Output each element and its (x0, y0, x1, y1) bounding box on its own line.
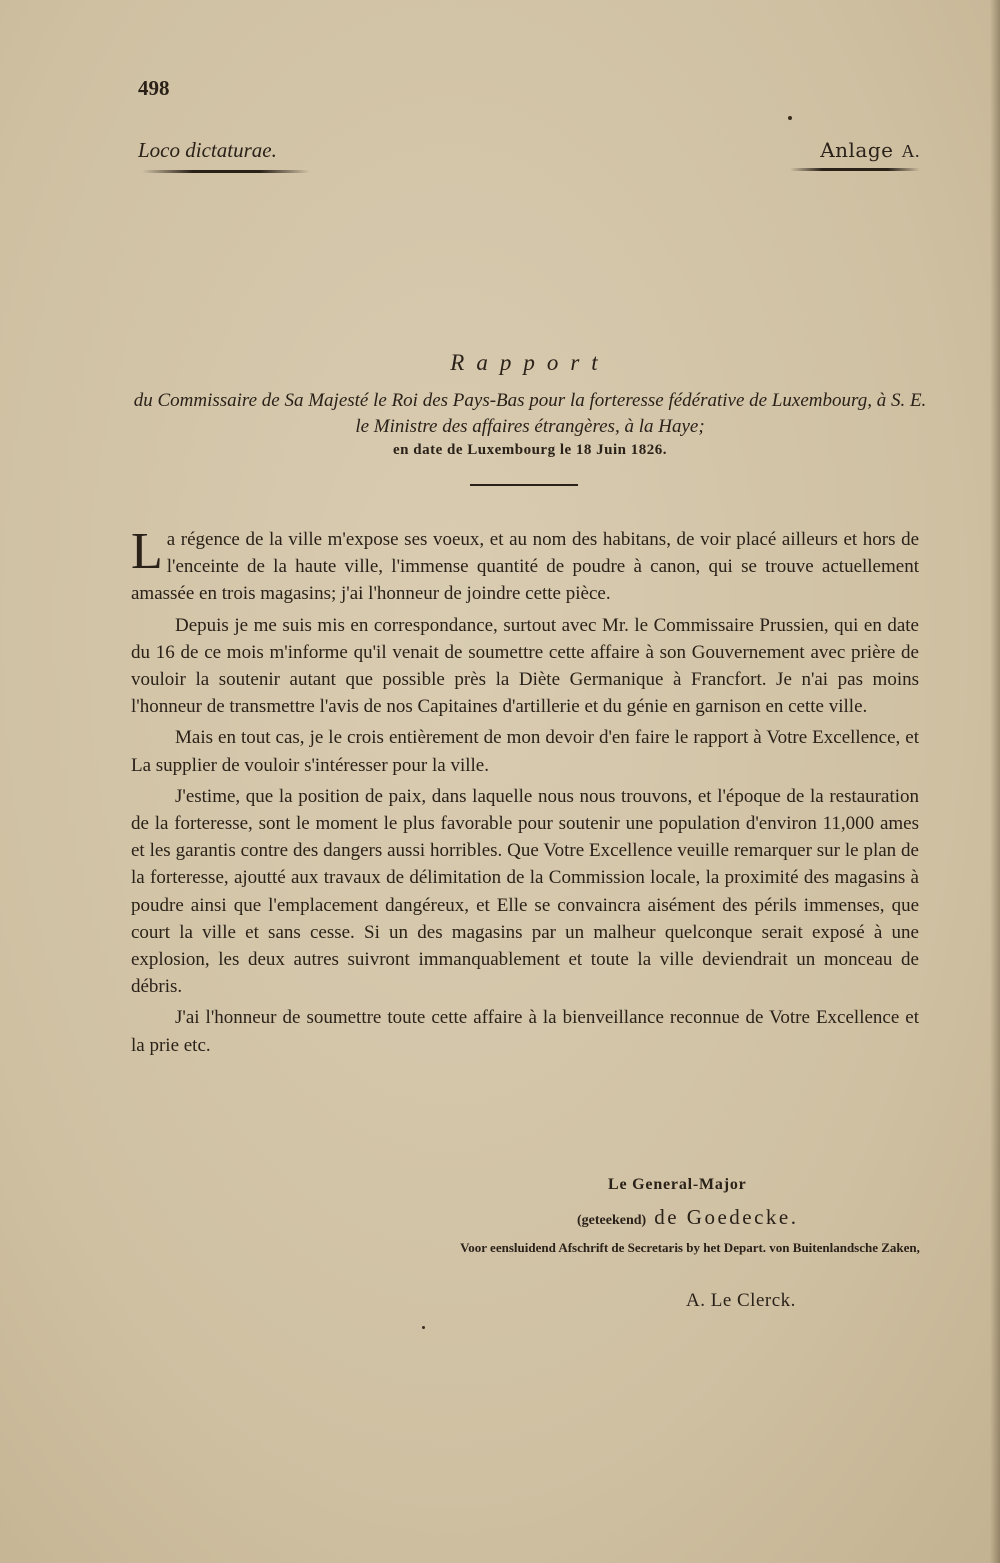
left-heading-rule (142, 170, 310, 173)
report-body (131, 523, 919, 1063)
right-heading-rule (790, 168, 920, 171)
attestation-note: Voor eensluidend Afschrift de Secretaris by het Depart. von Buitenlandsche Zaken, (460, 1240, 920, 1255)
signatory-rank: Le General-Major (608, 1176, 747, 1193)
signed-label: (geteekend) (577, 1213, 647, 1228)
clerk-name: A. Le Clerck. (686, 1290, 796, 1311)
ink-speck (422, 1326, 425, 1329)
paragraph-1-text: a régence de la ville m'expose ses voeux, et au nom des habitans, de voir placé ailleurs et hors de l'enceinte de la haute ville, l'immense quantité de poudre à canon, qui se trouve actuellement amassée en trois magasins; j'ai l'honneur de joindre cette pièce. (131, 529, 919, 605)
anlage-letter: A. (901, 141, 920, 161)
paragraph-4: J'estime, que la position de paix, dans laquelle nous nous trouvons, et l'époque de la restauration de la forteresse, sont le moment le plus favorable pour soutenir une population d'environ 11,000 ames et les garantis contre des dangers aussi horribles. Que Votre Excellence veuille remarquer sur le plan de la forteresse, ajoutté aux travaux de délimitation de la Commission locale, la proximité des magasins à poudre ainsi que l'emplacement dangéreux, et Elle se convaincra aisément des périls immenses, que court la ville et sans cesse. Si un des magasins par un malheur quelconque serait exposé à une explosion, les deux autres suivront immanquablement et toute la ville deviendrait un monceau de débris. (131, 785, 919, 998)
signatory-name: de Goedecke. (654, 1205, 799, 1229)
left-heading: Loco dictaturae. (138, 138, 277, 162)
anlage-label: Anlage (820, 138, 894, 162)
document-subtitle: du Commissaire de Sa Majesté le Roi des Pays-Bas pour la forteresse fédérative de Luxembourg, à S. E. le Ministre des affaires étrangères, à la Haye; (133, 390, 927, 437)
section-divider (470, 484, 578, 486)
paragraph-3: Mais en tout cas, je le crois entièrement de mon devoir d'en faire le rapport à Votre Excellence, et La supplier de vouloir s'intéresser pour la ville. (131, 727, 919, 776)
page-edge-shadow (990, 0, 1000, 1563)
document-date: en date de Luxembourg le 18 Juin 1826. (392, 442, 667, 458)
signature-line (577, 1205, 798, 1230)
document-title: Rapport (450, 350, 610, 375)
paragraph-1 (131, 523, 919, 608)
drop-cap: L (131, 523, 163, 580)
paragraph-5: J'ai l'honneur de soumettre toute cette affaire à la bienveillance reconnue de Votre Excellence et la prie etc. (131, 1007, 919, 1056)
page-number: 498 (138, 76, 170, 100)
paragraph-2: Depuis je me suis mis en correspondance, surtout avec Mr. le Commissaire Prussien, qui en date du 16 de ce mois m'informe qu'il venait de soumettre cette affaire à son Gouvernement avec prière de vouloir la soutenir autant que possible près la Diète Germanique à Francfort. Je n'ai pas moins l'honneur de transmettre l'avis de nos Capitaines d'artillerie et du génie en garnison en cette ville. (131, 614, 919, 718)
right-heading (820, 138, 920, 163)
ink-speck (788, 116, 792, 120)
